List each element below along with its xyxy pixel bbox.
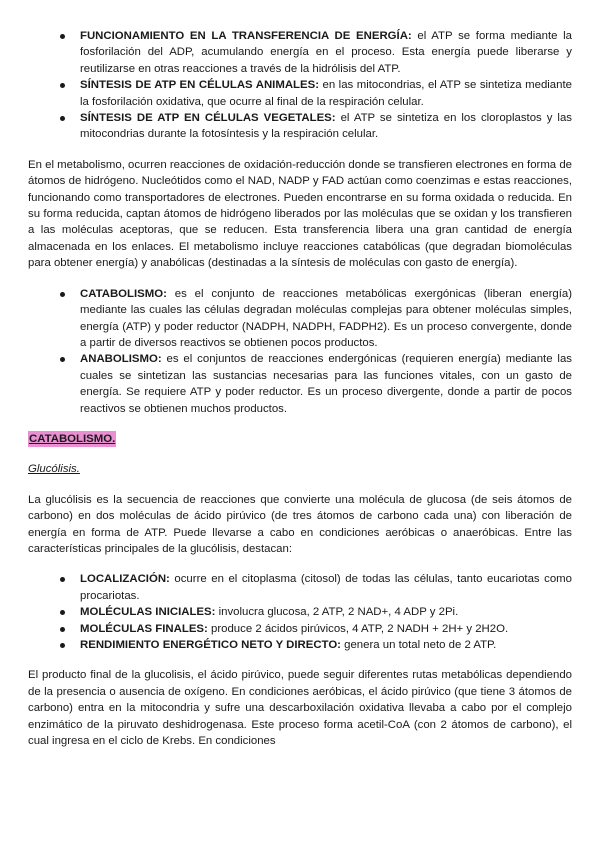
- list-item: [56, 28, 572, 77]
- bullet-label: MOLÉCULAS FINALES:: [80, 622, 208, 635]
- bullet-text: es el conjunto de reacciones metabólicas exergónicas (liberan energía) mediante las cuales las células degradan moléculas complejas para obtener moléculas simples, energía (ATP) y poder reductor (NADPH, NADPH, FADPH2). Es un proceso convergente, donde a partir de diversos reactivos se obtienen pocos productos.: [80, 287, 572, 349]
- list-item: [56, 621, 572, 637]
- list-item: [56, 351, 572, 417]
- metabolism-paragraph: En el metabolismo, ocurren reacciones de oxidación-reducción donde se transfieren electrones en forma de átomos de hidrógeno. Nucleótidos como el NAD, NADP y FAD actúan como coenzimas e estas reacciones, funcionando como transportadores de electrones. Pueden encontrarse en su forma oxidada o reducida. En su forma reducida, captan átomos de hidrógeno liberados por las moléculas que se oxidan y los transfieren a las moléculas aceptoras, que se reducen. Esta transferencia libera una gran cantidad de energía almacenada en los enlaces. El metabolismo incluye reacciones catabólicas (que degradan biomoléculas para obtener energía) y anabólicas (destinadas a la síntesis de moléculas con gasto de energía).: [28, 158, 572, 270]
- bullet-text: produce 2 ácidos pirúvicos, 4 ATP, 2 NADH + 2H+ y 2H2O.: [207, 622, 509, 635]
- bullet-label: RENDIMIENTO ENERGÉTICO NETO Y DIRECTO:: [80, 639, 341, 651]
- bullet-text: en las mitocondrias, el ATP se sintetiza mediante la fosforilación oxidativa, que ocurre al final de la respiración celular.: [80, 79, 572, 108]
- bullet-text: ocurre en el citoplasma (citosol) de todas las células, tanto eucariotas como procariotas.: [80, 573, 572, 602]
- bullet-label: CATABOLISMO:: [80, 287, 167, 300]
- section-heading: CATABOLISMO.: [28, 431, 116, 447]
- glycolysis-paragraph: La glucólisis es la secuencia de reacciones que convierte una molécula de glucosa (de seis átomos de carbono) en dos moléculas de ácido pirúvico (de tres átomos de carbono cada una) con liberación de energía en forma de ATP. Puede llevarse a cabo en condiciones aeróbicas o anaeróbicas. Entre las características principales de la glucólisis, destacan:: [28, 493, 572, 555]
- bullet-label: MOLÉCULAS INICIALES:: [80, 606, 216, 619]
- bullet-text: el ATP se forma mediante la fosforilación del ADP, acumulando energía en el proceso. Esta energía puede liberarse y reutilizarse en otras reacciones a través de la hidrólisis del ATP.: [80, 30, 572, 75]
- atp-bullet-list: [28, 28, 572, 143]
- list-item: [56, 286, 572, 352]
- bullet-label: ANABOLISMO:: [80, 353, 162, 366]
- list-item: [56, 571, 572, 604]
- bullet-label: SÍNTESIS DE ATP EN CÉLULAS VEGETALES:: [80, 112, 336, 125]
- list-item: [56, 110, 572, 143]
- bullet-text: el ATP se sintetiza en los cloroplastos y las mitocondrias durante la fotosíntesis y la respiración celular.: [80, 112, 572, 141]
- bullet-text: genera un total neto de 2 ATP.: [340, 639, 497, 651]
- list-item: [56, 77, 572, 110]
- bullet-label: LOCALIZACIÓN:: [80, 573, 170, 586]
- list-item: [56, 637, 572, 653]
- subsection-heading: Glucólisis.: [28, 463, 80, 476]
- pyruvate-paragraph: El producto final de la glucolisis, el ácido pirúvico, puede seguir diferentes rutas metabólicas dependiendo de la presencia o ausencia de oxígeno. En condiciones aeróbicas, el ácido pirúvico (que tiene 3 átomos de carbono) entra en la mitocondria y sufre una descarboxilación oxidativa llevaba a cabo por el complejo enzimático de la piruvato deshidrogenasa. Este proceso forma acetil-CoA (con 2 átomos de carbono), el cual ingresa en el ciclo de Krebs. En condiciones: [28, 669, 572, 748]
- list-item: [56, 604, 572, 620]
- bullet-label: SÍNTESIS DE ATP EN CÉLULAS ANIMALES:: [80, 79, 319, 92]
- metabolism-bullet-list: [28, 286, 572, 417]
- bullet-label: FUNCIONAMIENTO EN LA TRANSFERENCIA DE ENERGÍA:: [80, 30, 412, 42]
- bullet-text: es el conjuntos de reacciones endergónicas (requieren energía) mediante las cuales se sintetizan las sustancias necesarias para las funciones vitales, con un gasto de energía. Se requiere ATP y poder reductor. Es un proceso divergente, donde a partir de pocos reactivos se obtienen muchos productos.: [80, 353, 572, 415]
- glycolysis-bullet-list: [28, 571, 572, 653]
- bullet-text: involucra glucosa, 2 ATP, 2 NAD+, 4 ADP y 2Pi.: [215, 606, 459, 619]
